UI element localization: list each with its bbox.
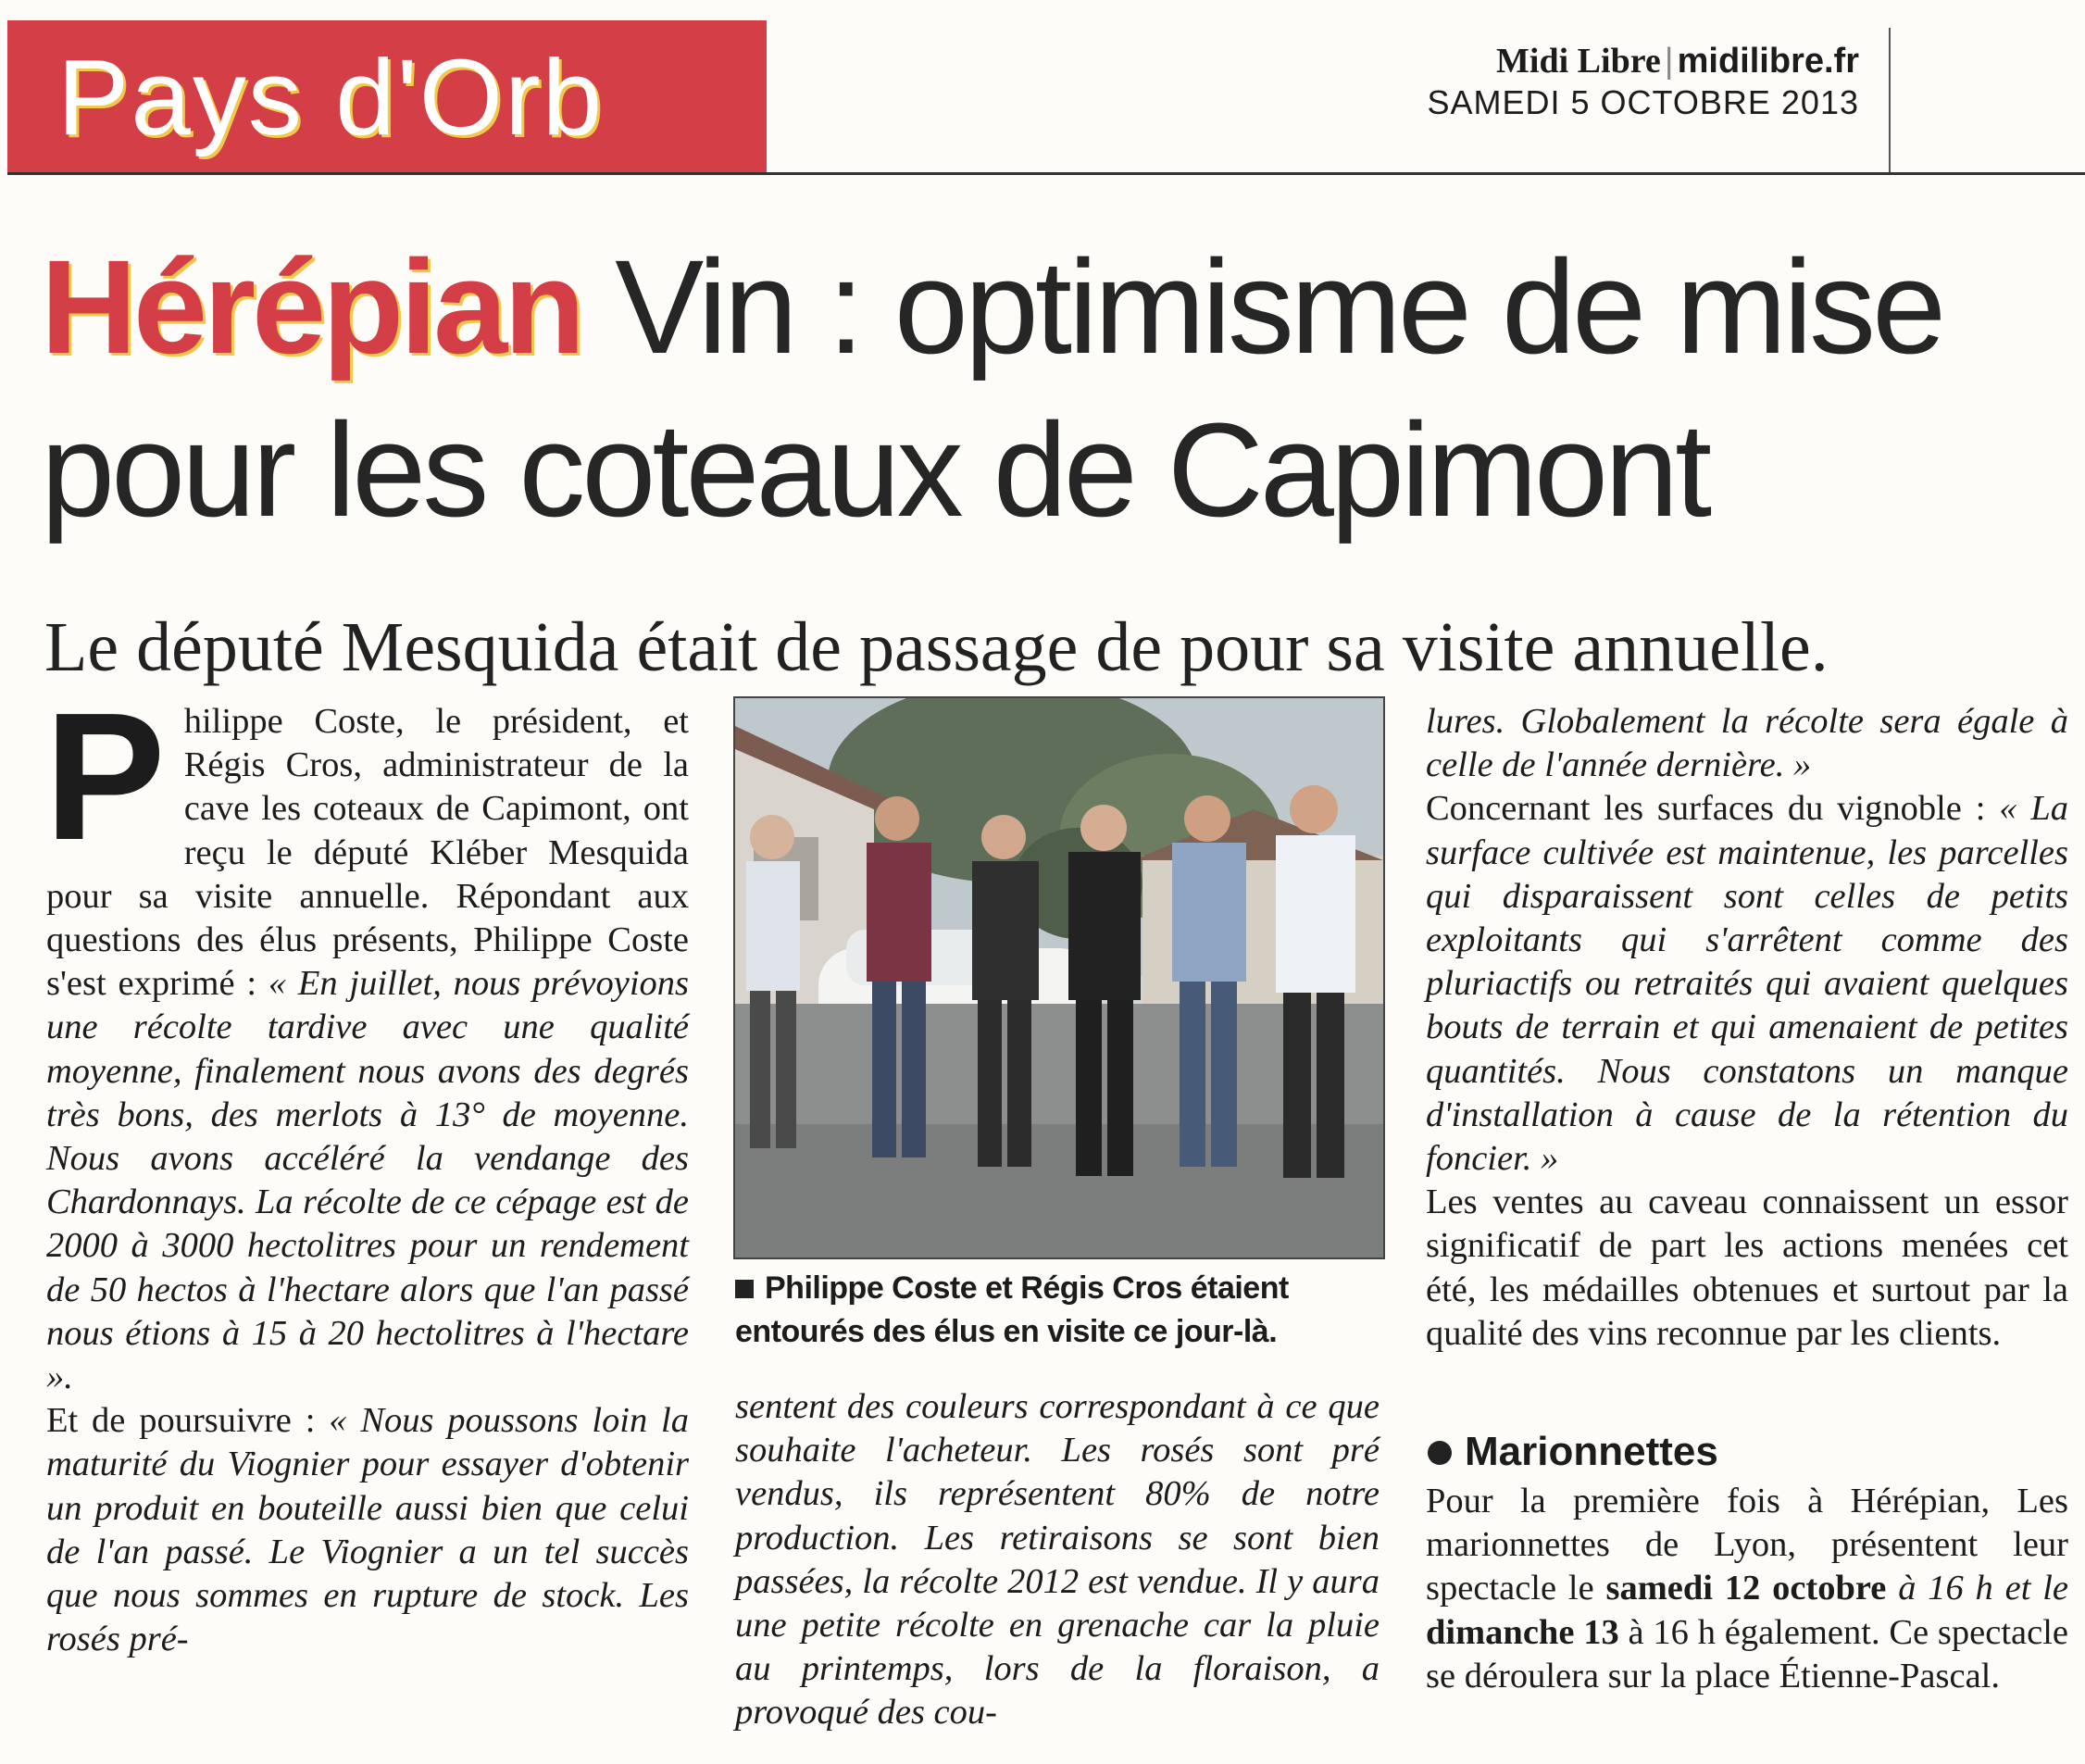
paragraph-viognier-end — [1426, 700, 2068, 787]
header-divider — [7, 172, 2085, 175]
event-date-2: dimanche 13 — [1426, 1612, 1619, 1652]
photo-caption-text: Philippe Coste et Régis Cros étaient entourés des élus en visite ce jour-là. — [735, 1270, 1289, 1349]
subsection-heading — [1426, 1428, 2068, 1476]
quote-harvest: « En juillet, nous prévoyions une récolte tardive avec une qualité moyenne, finalement nous avons des degrés très bons, des merlots à 13° de moyenne. Nous avons accéléré la vendange des Chardonnays. La récolte de ce cépage est de 2000 à 3000 hectolitres pour un rendement de 50 hectos à l'hectare alors que l'an passé nous étions à 15 à 20 hectolitres à l'hectare ». — [46, 964, 690, 1397]
drop-cap: P — [44, 675, 166, 878]
paragraph-viognier-lead: Et de poursuivre : — [46, 1401, 330, 1441]
subheadline: Le député Mesquida était de passage de pour sa visite annuelle. — [44, 608, 1829, 686]
masthead-separator: | — [1664, 42, 1674, 81]
headline-kicker: Hérépian — [41, 232, 582, 382]
newspaper-brand: Midi Libre — [1496, 42, 1661, 81]
event-date-1: samedi 12 octobre — [1605, 1569, 1887, 1608]
paragraph-intro-text: hilippe Coste, le président, et Régis Cros, administrateur de la cave les coteaux de Capimont, ont reçu le député Kléber Mesquida pour sa visite annuelle. Répondant aux questions des élus présents, Philippe Coste s'est exprimé : — [46, 702, 689, 1004]
paragraph-sales: Les ventes au caveau connaissent un essor significatif de part les actions menées cet été, les médailles obtenues et surtout par la qualité des vins reconnue par les clients. — [1426, 1182, 2068, 1353]
article-column-3 — [1426, 700, 2068, 1356]
section-title: Pays d'Orb — [57, 37, 605, 157]
paragraph-surfaces — [1426, 787, 2068, 1181]
bullet-icon — [1428, 1441, 1452, 1465]
quote-viognier-part-2: sentent des couleurs correspondant à ce que souhaite l'acheteur. Les rosés sont pré vendus, ils représentent 80% de notre production. Les retiraisons se sont bien passées, la récolte 2012 est vendue. Il y aura une petite récolte en grenache car la pluie au printemps, lors de la floraison, a provoqué des cou- — [735, 1387, 1380, 1733]
article-column-2 — [735, 1385, 1380, 1735]
quote-viognier-part-1: « Nous poussons loin la maturité du Viognier pour essayer d'obtenir un produit en bouteille aussi bien que celui de l'an passé. Le Viognier a un tel succès que nous sommes en rupture de stock. Les rosés pré- — [46, 1401, 689, 1659]
quote-viognier-part-3: lures. Globalement la récolte sera égale à celle de l'année dernière. » — [1426, 702, 2068, 785]
paragraph-viognier-continued — [735, 1385, 1380, 1735]
article-photo — [733, 696, 1385, 1259]
subsection-body — [1426, 1480, 2068, 1698]
subsection-title: Marionnettes — [1465, 1429, 1718, 1474]
photo-caption — [735, 1267, 1383, 1354]
issue-date: SAMEDI 5 OCTOBRE 2013 — [1427, 83, 1859, 121]
masthead — [1470, 41, 1859, 81]
event-time-2: à 16 h également. Ce spectacle se déroulera sur la place Étienne-Pascal. — [1426, 1612, 2068, 1695]
event-and: et le — [1992, 1569, 2068, 1608]
newspaper-website: midilibre.fr — [1677, 42, 1859, 81]
headline — [41, 226, 2068, 552]
group-photo-illustration — [735, 698, 1383, 1257]
event-time-1: à 16 h — [1886, 1569, 1993, 1608]
paragraph-intro — [44, 675, 690, 1399]
headline-text: Vin : optimisme de mise pour les coteaux de Capimont — [41, 232, 1943, 544]
paragraph-marionnettes — [1426, 1480, 2068, 1698]
header-divider-vertical — [1889, 28, 1891, 172]
caption-square-icon — [735, 1280, 754, 1298]
article-column-1 — [44, 675, 690, 1661]
paragraph-surfaces-lead: Concernant les surfaces du vignoble : — [1426, 789, 2000, 829]
quote-surfaces: « La surface cultivée est maintenue, les parcelles qui disparaissent sont celles de petits exploitants qui s'arrêtent comme des pluriactifs ou retraités qui avaient quelques bouts de terrain et qui amenaient de petites quantités. Nous constatons un manque d'installation à cause de la rétention du foncier. » — [1426, 789, 2068, 1179]
marionnettes-text: Pour la première fois à Hérépian, Les marionnettes de Lyon, présentent leur spectacle le — [1426, 1482, 2068, 1608]
paragraph-viognier — [46, 1399, 689, 1661]
